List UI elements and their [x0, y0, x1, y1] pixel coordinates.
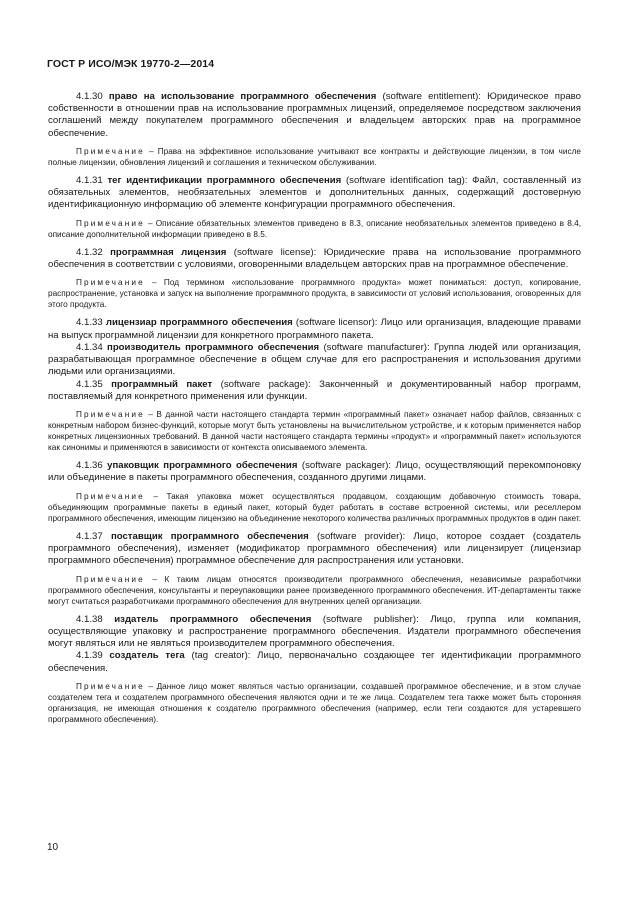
term-title: поставщик программного обеспечения	[110, 530, 309, 542]
term-number: 4.1.34	[76, 341, 103, 353]
note-text: – Описание обязательных элементов приведено в 8.3, описание необязательных элементов приведено в 8.4, описание дополнительной информации приведено в 8.5.	[48, 218, 582, 239]
term-number: 4.1.37	[76, 530, 103, 542]
note	[48, 218, 581, 240]
term-entry	[48, 342, 581, 379]
term-number: 4.1.39	[76, 650, 103, 662]
term-entry	[48, 460, 581, 484]
term-number: 4.1.35	[76, 378, 103, 390]
term-definition: (software packager): Лицо, осуществляющий перекомпоновку или объединение в пакеты программного обеспечения, созданного другими лицами.	[48, 460, 581, 484]
term-number: 4.1.31	[76, 175, 103, 186]
term-title: лицензиар программного обеспечения	[105, 317, 293, 329]
term-title: право на использование программного обеспечения	[108, 91, 377, 102]
term-title: издатель программного обеспечения	[114, 613, 312, 625]
note-label: Примечание	[76, 146, 145, 156]
term-number: 4.1.33	[76, 317, 103, 329]
term-title: упаковщик программного обеспечения	[107, 460, 298, 472]
term-title: производитель программного обеспечения	[107, 341, 320, 353]
term-number: 4.1.36	[76, 460, 103, 472]
term-entry	[48, 531, 581, 568]
term-definition: (software manufacturer): Группа людей или организация, разрабатывающая программное обеспечение в общем случае для его распространения и использования другими людьми или организациями.	[48, 341, 581, 378]
note-label: Примечание	[76, 681, 145, 691]
note-label: Примечание	[76, 491, 145, 501]
document-header: ГОСТ Р ИСО/МЭК 19770-2—2014	[47, 58, 215, 70]
note	[48, 277, 581, 310]
term-entry	[48, 317, 581, 341]
note-text: – К таким лицам относятся производители программного обеспечения, независимые разработчики программного обеспечения, консультанты и переупаковщики ранее произведенного программного обеспечения. ИТ-департаменты также могут считаться разработчиками программного обеспечения для внутренних целей организации.	[48, 574, 581, 606]
note-text: – Данное лицо может являться частью организации, создавшей программное обеспечение, и в этом случае создателем тега и создателем программного обеспечения являются одни и те же лица. Создателем тега также может быть сторонняя организация, не имеющая отношения к создателю программного обеспечения (например, если теги создаются для устаревшего программного обеспечения).	[48, 681, 581, 725]
term-title: создатель тега	[109, 650, 185, 662]
note-text: – Права на эффективное использование учитывают все контракты и действующие лицензии, в том числе полные лицензии, обновления лицензий и соглашения и техническом обслуживании.	[48, 146, 581, 167]
term-definition: (software package): Законченный и документированный набор программ, поставляемый для конкретного применения или функции.	[48, 378, 581, 402]
term-entry	[48, 650, 581, 674]
term-number: 4.1.32	[76, 246, 103, 258]
term-title: программный пакет	[111, 378, 213, 390]
note-text: – В данной части настоящего стандарта термин «программный пакет» означает набор файлов, связанных с конкретным набором бизнес-функций, которые могут быть установлены на вычислительном устройстве, и к которым применяется набор конкретных лицензионных требований. В данной части настоящего стандарта термины «продукт» и «программный пакет» используются как синонимы и применяются в зависимости от контекста описываемого элемента.	[48, 409, 581, 453]
term-definition: (software entitlement): Юридическое право собственности в отношении прав на использование программных лицензий, определяемое посредством заключения соглашений между покупателем программного обеспечения и владельцем авторских прав на программное обеспечение.	[48, 91, 581, 139]
term-definition: (software publisher): Лицо, группа или компания, осуществляющие упаковку и распространение программного обеспечения. Издатели программного обеспечения могут являться или не являться производителем программного обеспечения.	[48, 613, 581, 650]
term-definition: (software provider): Лицо, которое создает (создатель программного обеспечения), изменяет (модификатор программного обеспечения) или лицензирует (лицензиар программного обеспечения) программное обеспечение для распространения или установки.	[48, 530, 582, 567]
note	[48, 574, 581, 607]
note-label: Примечание	[76, 574, 145, 584]
document-body	[48, 91, 581, 725]
term-number: 4.1.38	[76, 613, 103, 625]
term-definition: (software licensor): Лицо или организация, владеющие правами на выпуск программной лицензии для конкретного программного пакета.	[48, 317, 581, 341]
term-entry	[48, 175, 581, 212]
page-number: 10	[47, 842, 59, 853]
term-definition: (software identification tag): Файл, составленный из обязательных элементов, необязательных элементов и дополнительных данных, содержащий достоверную идентификационную информацию об элементе конфигурации программного обеспечения.	[48, 175, 581, 211]
note-label: Примечание	[76, 409, 145, 419]
note	[48, 491, 581, 524]
term-definition: (tag creator): Лицо, первоначально создающее тег идентификации программного обеспечения.	[48, 650, 582, 674]
note-label: Примечание	[76, 218, 145, 228]
term-entry	[48, 379, 581, 403]
note	[48, 146, 581, 168]
note	[48, 681, 581, 725]
term-entry	[48, 91, 581, 140]
note-text: – Под термином «использование программного продукта» может пониматься: доступ, копирование, распространение, установка и запуск на выполнение программного продукта, в зависимости от условий использования, оговоренных для этого продукта.	[48, 278, 581, 310]
term-entry	[48, 614, 581, 651]
term-title: тег идентификации программного обеспечения	[107, 175, 342, 186]
term-definition: (software license): Юридические права на использование программного обеспечения в соответствии с условиями, оговоренными владельцем авторских прав на программное обеспечение.	[48, 246, 581, 270]
note-label: Примечание	[76, 278, 145, 288]
note	[48, 409, 581, 453]
term-title: программная лицензия	[110, 246, 227, 258]
term-number: 4.1.30	[76, 91, 103, 102]
note-text: – Такая упаковка может осуществляться продавцом, создающим добавочную стоимость товара, объединяющим программные пакеты в единый пакет, который будет работать в составе встроенной системы, или реселлером программного обеспечения, имеющим лицензию на объединение некоторого количества различных программных продуктов в один пакет.	[48, 491, 581, 523]
term-entry	[48, 247, 581, 271]
